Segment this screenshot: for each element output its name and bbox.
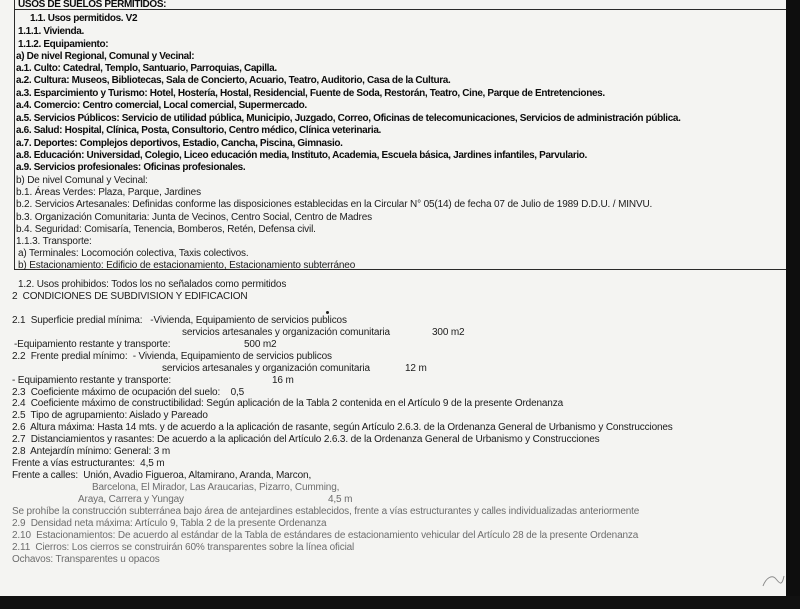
subheading-regional: a) De nivel Regional, Comunal y Vecinal: bbox=[16, 51, 195, 62]
item-a6: a.6. Salud: Hospital, Clínica, Posta, Consultorio, Centro médico, Clínica veterinaria. bbox=[16, 125, 381, 136]
item-a9: a.9. Servicios profesionales: Oficinas profesionales. bbox=[16, 162, 246, 173]
item-a1: a.1. Culto: Catedral, Templo, Santuario, Parroquias, Capilla. bbox=[16, 63, 277, 74]
heading-condiciones: 2 CONDICIONES DE SUBDIVISION Y EDIFICACION bbox=[12, 291, 248, 302]
row-frente-predial: 2.2 Frente predial mínimo: - Vivienda, Equipamiento de servicios publicos bbox=[12, 351, 332, 362]
usos-prohibidos: 1.2. Usos prohibidos: Todos los no señalados como permitidos bbox=[18, 279, 287, 290]
row-frente-calles: Frente a calles: Unión, Avadio Figueroa, Altamirano, Aranda, Marcon, bbox=[12, 470, 312, 481]
subheading-comunal: b) De nivel Comunal y Vecinal: bbox=[16, 175, 148, 186]
item-a8: a.8. Educación: Universidad, Colegio, Liceo educación media, Instituto, Academia, Escuela básica, Jardines infantiles, Parvulario. bbox=[16, 150, 587, 161]
row-prohibicion-subterranea: Se prohíbe la construcción subterránea bajo área de antejardines establecidos, frente a vías estructurantes y calles individualizadas anteriormente bbox=[12, 506, 640, 517]
row-antejardin: 2.8 Antejardín mínimo: General: 3 m bbox=[12, 446, 171, 457]
value-frente-12: 12 m bbox=[405, 363, 427, 374]
item-b4: b.4. Seguridad: Comisaría, Tenencia, Bomberos, Retén, Defensa civil. bbox=[16, 224, 316, 235]
row-frente-vias: Frente a vías estructurantes: 4,5 m bbox=[12, 458, 165, 469]
heading-equipamiento: 1.1.2. Equipamiento: bbox=[18, 39, 109, 50]
value-frente-16: 16 m bbox=[272, 375, 294, 386]
value-superficie-300: 300 m2 bbox=[432, 327, 465, 338]
scan-edge-right bbox=[786, 0, 800, 609]
heading-usos-permitidos: 1.1. Usos permitidos. V2 bbox=[30, 13, 138, 24]
row-superficie: 2.1 Superficie predial mínima: -Vivienda, Equipamiento de servicios publicos bbox=[12, 315, 347, 326]
row-cierros: 2.11 Cierros: Los cierros se construirán 60% transparentes sobre la línea oficial bbox=[12, 542, 355, 553]
item-b2: b.2. Servicios Artesanales: Definidas conforme las disposiciones establecidas en la Circular N° 05(14) de fecha 07 de Julio de 1989 D.D.U. / MINVU. bbox=[16, 199, 653, 210]
value-calles-45: 4,5 m bbox=[328, 494, 353, 505]
item-b3: b.3. Organización Comunitaria: Junta de Vecinos, Centro Social, Centro de Madres bbox=[16, 212, 372, 223]
left-table-border bbox=[14, 0, 15, 270]
row-densidad: 2.9 Densidad neta máxima: Artículo 9, Tabla 2 de la presente Ordenanza bbox=[12, 518, 327, 529]
row-ochavos: Ochavos: Transparentes u opacos bbox=[12, 554, 160, 565]
item-estacionamiento: b) Estacionamiento: Edificio de estacionamiento, Estacionamiento subterráneo bbox=[18, 260, 356, 271]
ink-dot bbox=[326, 311, 329, 314]
item-terminales: a) Terminales: Locomoción colectiva, Taxis colectivos. bbox=[18, 248, 249, 259]
row-frente-restante: - Equipamiento restante y transporte: bbox=[12, 375, 171, 386]
row-superficie-services: servicios artesanales y organización comunitaria bbox=[182, 327, 390, 338]
row-equipamiento-restante: -Equipamiento restante y transporte: bbox=[14, 339, 171, 350]
item-a5: a.5. Servicios Públicos: Servicio de utilidad pública, Municipio, Juzgado, Correo, Oficinas de telecomunicaciones, Servicios de administración pública. bbox=[16, 113, 681, 124]
section-header: USOS DE SUELOS PERMITIDOS: bbox=[18, 0, 167, 10]
row-estacionamientos: 2.10 Estacionamientos: De acuerdo al estándar de la Tabla de estándares de estacionamiento vehicular del Artículo 28 de la presente Ordenanza bbox=[12, 530, 639, 541]
heading-vivienda: 1.1.1. Vivienda. bbox=[18, 26, 84, 37]
row-distanciamientos: 2.7 Distanciamientos y rasantes: De acuerdo a la aplicación del Artículo 2.6.3. de la Ordenanza General de Urbanismo y Construcciones bbox=[12, 434, 600, 445]
item-b1: b.1. Áreas Verdes: Plaza, Parque, Jardines bbox=[16, 187, 201, 198]
value-superficie-500: 500 m2 bbox=[244, 339, 277, 350]
row-altura: 2.6 Altura máxima: Hasta 14 mts. y de acuerdo a la aplicación de rasante, según Artículo 2.6.3. de la Ordenanza General de Urbanismo y Construcciones bbox=[12, 422, 673, 433]
item-a3: a.3. Esparcimiento y Turismo: Hotel, Hostería, Hostal, Residencial, Fuente de Soda, Restorán, Teatro, Cine, Parque de Entretenciones. bbox=[16, 88, 605, 99]
row-frente-services: servicios artesanales y organización comunitaria bbox=[162, 363, 370, 374]
row-frente-calles-2: Barcelona, El Mirador, Las Araucarias, Pizarro, Cumming, bbox=[92, 482, 340, 493]
row-constructibilidad: 2.4 Coeficiente máximo de constructibilidad: Según aplicación de la Tabla 2 contenida en el Artículo 9 de la presente Ordenanza bbox=[12, 398, 563, 409]
row-coeficiente-ocupacion: 2.3 Coeficiente máximo de ocupación del suelo: 0,5 bbox=[12, 387, 245, 398]
ink-mark bbox=[760, 570, 786, 590]
item-a7: a.7. Deportes: Complejos deportivos, Estadio, Cancha, Piscina, Gimnasio. bbox=[16, 138, 343, 149]
row-frente-calles-3: Araya, Carrera y Yungay bbox=[78, 494, 184, 505]
item-a2: a.2. Cultura: Museos, Bibliotecas, Sala de Concierto, Acuario, Teatro, Auditorio, Casa de la Cultura. bbox=[16, 75, 451, 86]
row-agrupamiento: 2.5 Tipo de agrupamiento: Aislado y Pareado bbox=[12, 410, 208, 421]
scan-edge-bottom bbox=[0, 596, 800, 609]
item-a4: a.4. Comercio: Centro comercial, Local comercial, Supermercado. bbox=[16, 100, 307, 111]
heading-transporte: 1.1.3. Transporte: bbox=[16, 236, 92, 247]
